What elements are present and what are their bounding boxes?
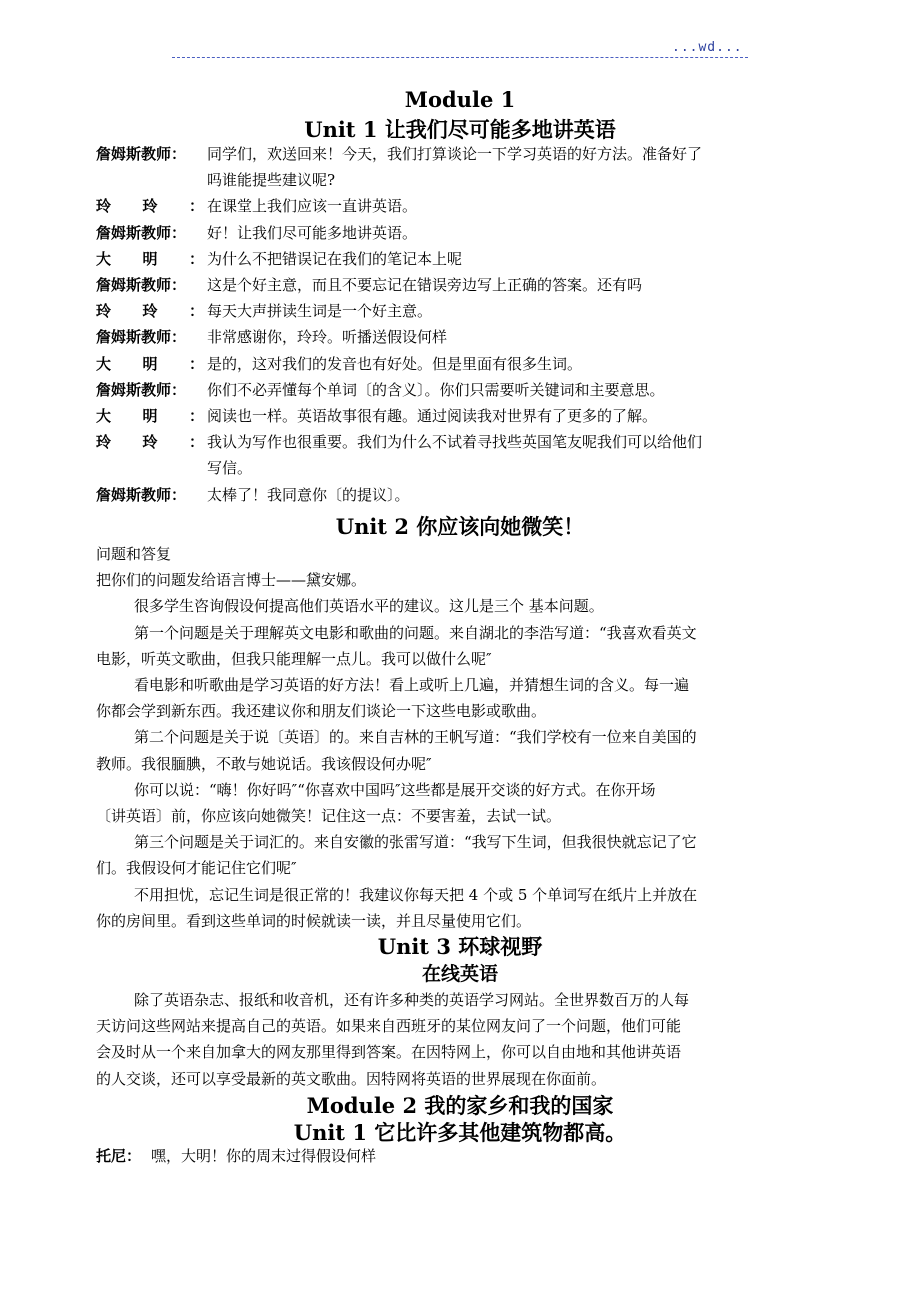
dialogue-line: 非常感谢你，玲玲。听播送假设何样 bbox=[207, 328, 448, 347]
dialogue-line: 嘿，大明！你的周末过得假设何样 bbox=[151, 1147, 377, 1165]
paragraph-line: 们。我假设何才能记住它们呢″ bbox=[96, 859, 297, 878]
paragraph-line: 第三个问题是关于词汇的。来自安徽的张雷写道：“我写下生词，但我很快就忘记了它 bbox=[134, 833, 697, 852]
header-dashed-rule bbox=[172, 57, 748, 58]
dialogue-line: 我认为写作也很重要。我们为什么不试着寻找些英国笔友呢我们可以给他们 bbox=[207, 433, 703, 452]
paragraph-line: 看电影和听歌曲是学习英语的好方法！看上或听上几遍，并猜想生词的含义。每一遍 bbox=[134, 676, 690, 694]
unit2-title: Unit 2 你应该向她微笑！ bbox=[335, 514, 585, 539]
dialogue-line: 同学们，欢送回来！今天，我们打算谈论一下学习英语的好方法。准备好了 bbox=[207, 145, 703, 163]
paragraph-line: 〔讲英语〕前，你应该向她微笑！记住这一点：不要害羞，去试一试。 bbox=[96, 807, 562, 825]
paragraph-line: 问题和答复 bbox=[96, 545, 172, 563]
paragraph-line: 把你们的问题发给语言博士——黛安娜。 bbox=[96, 571, 367, 590]
paragraph-line: 电影，听英文歌曲，但我只能理解一点儿。我可以做什么呢″ bbox=[96, 649, 492, 668]
module2-unit1-title: Unit 1 它比许多其他建筑物都高。 bbox=[293, 1120, 627, 1145]
paragraph-line: 第二个问题是关于说〔英语〕的。来自吉林的王帆写道：“我们学校有一位来自美国的 bbox=[134, 728, 697, 747]
speaker-label: 大明： bbox=[96, 407, 204, 425]
paragraph-line: 除了英语杂志、报纸和收音机，还有许多种类的英语学习网站。全世界数百万的人每 bbox=[134, 991, 690, 1009]
dialogue-line: 为什么不把错误记在我们的笔记本上呢 bbox=[207, 249, 463, 268]
speaker-label: 大明： bbox=[96, 249, 204, 268]
speaker-label: 詹姆斯教师： bbox=[96, 223, 187, 242]
dialogue-line: 阅读也一样。英语故事很有趣。通过阅读我对世界有了更多的了解。 bbox=[207, 407, 658, 425]
speaker-label: 玲玲： bbox=[96, 302, 204, 321]
speaker-label: 詹姆斯教师： bbox=[96, 485, 187, 504]
paragraph-line: 不用担忧，忘记生词是很正常的！我建议你每天把 4 个或 5 个单词写在纸片上并放在 bbox=[134, 885, 698, 904]
dialogue-line: 吗谁能提些建议呢? bbox=[207, 171, 336, 190]
paragraph-line: 第一个问题是关于理解英文电影和歌曲的问题。来自湖北的李浩写道：“我喜欢看英文 bbox=[134, 623, 697, 642]
speaker-label: 托尼： bbox=[96, 1147, 142, 1165]
paragraph-line: 会及时从一个来自加拿大的网友那里得到答案。在因特网上，你可以自由地和其他讲英语 bbox=[96, 1043, 682, 1062]
paragraph-line: 你可以说：“嗨！你好吗″“你喜欢中国吗″这些都是展开交谈的好方式。在你开场 bbox=[134, 780, 656, 799]
paragraph-line: 你都会学到新东西。我还建议你和朋友们谈论一下这些电影或歌曲。 bbox=[96, 702, 547, 721]
dialogue-line: 在课堂上我们应该一直讲英语。 bbox=[207, 197, 418, 216]
speaker-label: 大明： bbox=[96, 354, 204, 373]
dialogue-line: 是的，这对我们的发音也有好处。但是里面有很多生词。 bbox=[207, 354, 583, 373]
paragraph-line: 很多学生咨询假设何提高他们英语水平的建议。这儿是三个 基本问题。 bbox=[134, 597, 604, 616]
speaker-label: 玲玲： bbox=[96, 433, 204, 452]
module2-title: Module 2 我的家乡和我的国家 bbox=[306, 1093, 614, 1118]
paragraph-line: 的人交谈，还可以享受最新的英文歌曲。因特网将英语的世界展现在你面前。 bbox=[96, 1069, 607, 1088]
paragraph-line: 天访问这些网站来提高自己的英语。如果来自西班牙的某位网友问了一个问题，他们可能 bbox=[96, 1017, 682, 1036]
unit3-subtitle: 在线英语 bbox=[421, 963, 498, 985]
speaker-label: 詹姆斯教师： bbox=[96, 276, 187, 294]
dialogue-line: 好！让我们尽可能多地讲英语。 bbox=[207, 223, 418, 242]
module1-title: Module 1 bbox=[404, 87, 516, 112]
header-mark: ...wd... bbox=[672, 40, 743, 55]
unit1-title: Unit 1 让我们尽可能多地讲英语 bbox=[304, 117, 616, 142]
dialogue-line: 太棒了！我同意你〔的提议〕。 bbox=[207, 485, 410, 504]
speaker-label: 詹姆斯教师： bbox=[96, 380, 187, 399]
dialogue-line: 你们不必弄懂每个单词〔的含义〕。你们只需要听关键词和主要意思。 bbox=[207, 380, 665, 399]
paragraph-line: 教师。我很腼腆，不敢与她说话。我该假设何办呢″ bbox=[96, 754, 432, 773]
dialogue-line: 这是个好主意，而且不要忘记在错误旁边写上正确的答案。还有吗 bbox=[207, 276, 643, 294]
dialogue-line: 每天大声拼读生词是一个好主意。 bbox=[207, 302, 433, 321]
speaker-label: 詹姆斯教师： bbox=[96, 328, 187, 347]
paragraph-line: 你的房间里。看到这些单词的时候就读一读，并且尽量使用它们。 bbox=[96, 911, 532, 930]
unit3-title: Unit 3 环球视野 bbox=[377, 934, 543, 959]
dialogue-line: 写信。 bbox=[207, 459, 253, 478]
speaker-label: 玲玲： bbox=[96, 197, 204, 216]
speaker-label: 詹姆斯教师： bbox=[96, 145, 187, 163]
